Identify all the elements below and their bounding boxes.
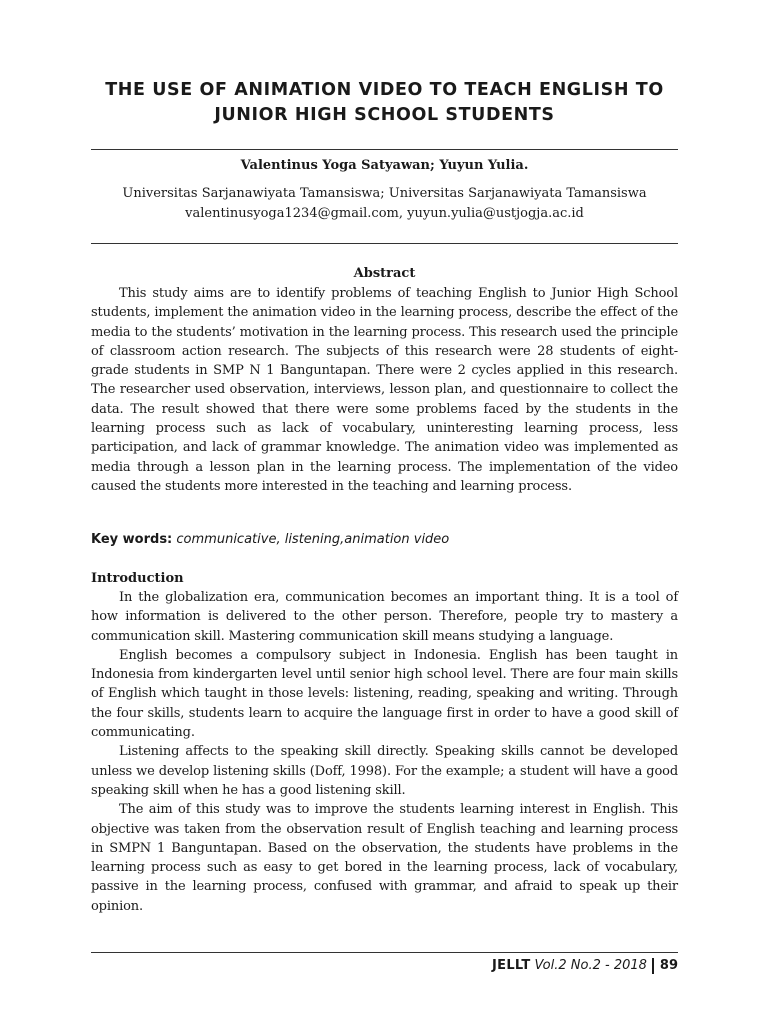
- author-emails: valentinusyoga1234@gmail.com, yuyun.yulia@ustjogja.ac.id: [185, 206, 584, 221]
- introduction-section: [91, 588, 678, 916]
- footer-divider: [91, 952, 678, 953]
- keywords-label: Key words:: [91, 532, 173, 547]
- page-footer: [492, 957, 678, 975]
- abstract-heading: Abstract: [353, 266, 416, 281]
- title-line-1: THE USE OF ANIMATION VIDEO TO TEACH ENGLISH TO: [105, 80, 664, 100]
- footer-separator: [652, 958, 654, 974]
- intro-paragraph: In the globalization era, communication becomes an important thing. It is a tool of how information is delivered to the other person. Therefore, people try to mastery a communication skill. Mastering communication skill means studying a language.: [91, 590, 678, 644]
- keywords-line: [91, 530, 678, 549]
- intro-paragraph: The aim of this study was to improve the students learning interest in English. This objective was taken from the observation result of English teaching and learning process in SMPN 1 Banguntapan. Based on the observation, the students have problems in the learning process such as easy to get bored in the learning process, lack of vocabulary, passive in the learning process, confused with grammar, and afraid to speak up their opinion.: [91, 802, 678, 914]
- author-affiliation-block: [91, 184, 678, 224]
- page-number: 89: [659, 958, 678, 973]
- abstract-text: This study aims are to identify problems of teaching English to Junior High School students, implement the animation video in the learning process, describe the effect of the media to the students’ motivation in the learning process. This research used the principle of classroom action research. The subjects of this research were 28 students of eight-grade students in SMP N 1 Banguntapan. There were 2 cycles applied in this research. The researcher used observation, interviews, lesson plan, and questionnaire to collect the data. The result showed that there were some problems faced by the students in the learning process such as lack of vocabulary, uninteresting learning process, less participation, and lack of grammar knowledge. The animation video was implemented as media through a lesson plan in the learning process. The implementation of the video caused the students more interested in the teaching and learning process.: [91, 286, 678, 494]
- header-divider-top: [91, 149, 678, 150]
- paper-title: [81, 78, 688, 128]
- paper-page: [91, 0, 678, 1024]
- abstract-section: [91, 284, 678, 496]
- journal-name: JELLT: [492, 958, 531, 973]
- introduction-heading: Introduction: [91, 571, 184, 586]
- keywords-value: communicative, listening,animation video: [176, 532, 450, 547]
- author-names: Valentinus Yoga Satyawan; Yuyun Yulia.: [240, 158, 529, 173]
- intro-paragraph: English becomes a compulsory subject in Indonesia. English has been taught in Indonesia from kindergarten level until senior high school level. There are four main skills of English which taught in those levels: listening, reading, speaking and writing. Through the four skills, students learn to acquire the language first in order to have a good skill of communicating.: [91, 647, 678, 741]
- intro-paragraph: Listening affects to the speaking skill directly. Speaking skills cannot be developed unless we develop listening skills (Doff, 1998). For the example; a student will have a good speaking skill when he has a good listening skill.: [91, 744, 678, 798]
- title-line-2: JUNIOR HIGH SCHOOL STUDENTS: [214, 105, 555, 125]
- journal-volume: Vol.2 No.2 - 2018: [534, 958, 647, 973]
- affiliation: Universitas Sarjanawiyata Tamansiswa; Universitas Sarjanawiyata Tamansiswa: [122, 186, 647, 201]
- header-divider-bottom: [91, 243, 678, 244]
